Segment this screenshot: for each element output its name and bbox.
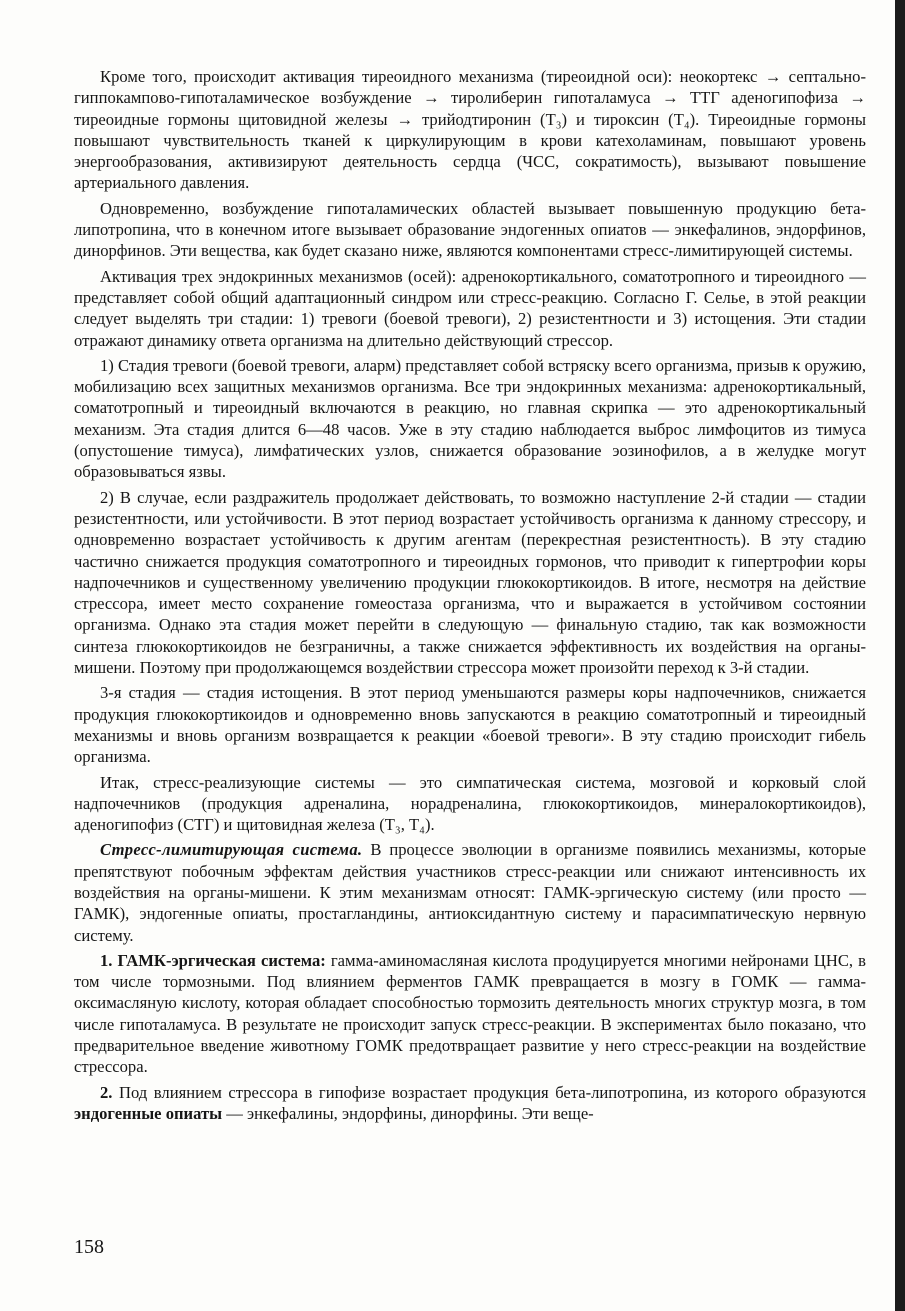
paragraph-summary: Итак, стресс-реализующие системы — это симпатическая система, мозговой и корковый слой надпочечников (продукция адреналина, норадреналина, глюкокортикоидов, минералокортикоидов), аденогипофиз (СТГ) и щитовидная железа (Т₃, Т₄). [74, 772, 866, 835]
paragraph-thyroid: Кроме того, происходит активация тиреоидного механизма (тиреоидной оси): неокортекс → септально-гиппокампово-гипоталамическое возбуждение → тиролиберин гипоталамуса → ТТГ аденогипофиза → тиреоидные гормоны щитовидной железы → трийодтиронин (Т₃) и тироксин (Т₄). Тиреоидные гормоны повышают чувствительность тканей к циркулирующим в крови катехоламинам, повышают уровень энергообразования, активизируют деятельность сердца (ЧСС, сократимость), вызывают повышение артериального давления. [74, 67, 866, 193]
page-text [74, 66, 866, 1128]
paragraph-alarm-stage: 1) Стадия тревоги (боевой тревоги, аларм) представляет собой встряску всего организма, призыв к оружию, мобилизацию всех защитных механизмов организма. Все три эндокринных механизма: адренокортикальный, соматотропный и тиреоидный включаются в реакцию, но главная скрипка — это адренокортикальный механизм. Эта стадия длится 6—48 часов. Уже в эту стадию наблюдается выброс лимфоцитов из тимуса (опустошение тимуса), лимфатических узлов, снижается образование эозинофилов, а в желудке могут образовываться язвы. [74, 355, 866, 482]
opiates-tail: — энкефалины, эндорфины, динорфины. Эти веще- [222, 1103, 594, 1123]
paragraph-exhaustion-stage: 3-я стадия — стадия истощения. В этот период уменьшаются размеры коры надпочечников, снижается продукция глюкокортикоидов и одновременно вновь запускаются в реакцию соматотропный и тиреоидный механизмы и вновь организм возвращается к реакции «боевой тревоги». В эту стадию происходит гибель организма. [74, 683, 866, 767]
gaba-text: гамма-аминомасляная кислота продуцируется многими нейронами ЦНС, в том числе тормозными. Под влиянием ферментов ГАМК превращается в мозгу в ГОМК — гамма-оксимасляную кислоту, которая обладает способностью тормозить деятельность многих структур мозга, в том числе гипоталамуса. В результате не происходит запуск стресс-реакции. В экспериментах было показано, что предварительное введение животному ГОМК предотвращает развитие у него стресс-реакции на воздействие стрессора. [74, 950, 866, 1077]
paragraph-resistance-stage: 2) В случае, если раздражитель продолжает действовать, то возможно наступление 2-й стадии — стадии резистентности, или устойчивости. В этот период возрастает устойчивость организма к данному стрессору, и одновременно возрастает устойчивость к другим агентам (перекрестная резистентность). В эту стадию частично снижается продукция соматотропного и тиреоидных гормонов, что приводит к гипертрофии коры надпочечников и существенному увеличению продукции глюкокортикоидов. В итоге, несмотря на действие стрессора, имеет место сохранение гомеостаза организма, что и выражается в устойчивом состоянии организма. Однако эта стадия может перейти в следующую — финальную стадию, так как возможности синтеза глюкокортикоидов не безграничны, а также снижается эффективность их воздействия на органы-мишени. Поэтому при продолжающемся воздействии стрессора может произойти переход к 3-й стадии. [74, 487, 866, 678]
page-number: 158 [74, 1236, 104, 1258]
limiting-system-heading: Стресс-лимитирующая система. [100, 840, 363, 860]
scan-edge [895, 0, 905, 1311]
paragraph-gaba [74, 950, 866, 1078]
opiates-number: 2. [100, 1082, 113, 1102]
paragraph-endogenous-opiates [74, 1082, 866, 1125]
paragraph-limiting-system [74, 839, 866, 945]
gaba-heading: 1. ГАМК-эргическая система: [100, 950, 326, 970]
paragraph-three-axes: Активация трех эндокринных механизмов (осей): адренокортикального, соматотропного и тиреоидного — представляет собой общий адаптационный синдром или стресс-реакцию. Согласно Г. Селье, в этой реакции следует выделять три стадии: 1) тревоги (боевой тревоги), 2) резистентности и 3) истощения. Эти стадии отражают динамику ответа организма на длительно действующий стрессор. [74, 266, 866, 350]
opiates-term: эндогенные опиаты [74, 1103, 223, 1123]
paragraph-opiates-intro: Одновременно, возбуждение гипоталамических областей вызывает повышенную продукцию бета-липотропина, что в конечном итоге вызывает образование эндогенных опиатов — энкефалинов, эндорфинов, динорфинов. Эти вещества, как будет сказано ниже, являются компонентами стресс-лимитирующей системы. [74, 198, 866, 261]
limiting-system-text: В процессе эволюции в организме появились механизмы, которые препятствуют побочным эффектам действия участников стресс-реакции или снижают интенсивность их воздействия на органы-мишени. К этим механизмам относят: ГАМК-эргическую систему (или просто — ГАМК), эндогенные опиаты, простагландины, антиоксидантную систему и парасимпатическую нервную систему. [74, 840, 866, 945]
opiates-lead: Под влиянием стрессора в гипофизе возрастает продукция бета-липотропина, из которого образуются [112, 1082, 866, 1102]
